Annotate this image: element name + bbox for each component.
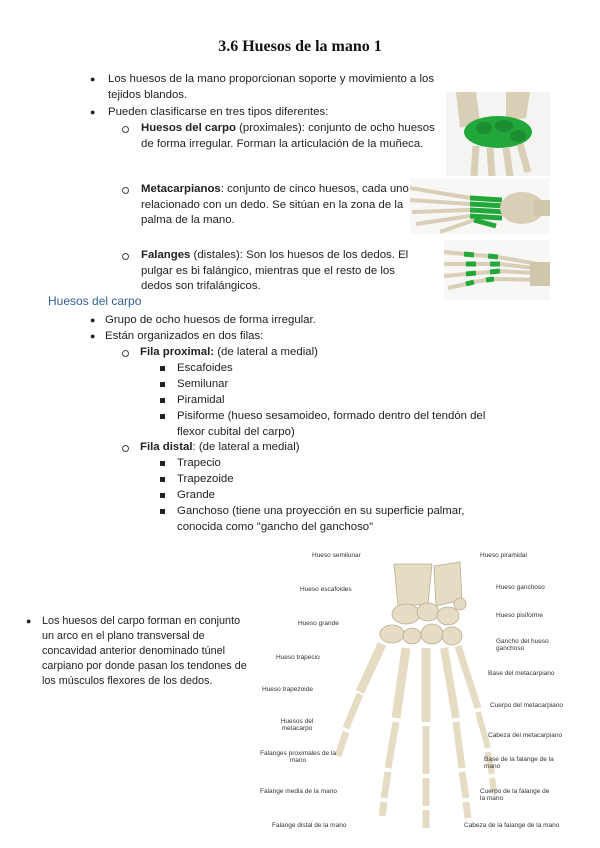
label-piramidal: Hueso piramidal xyxy=(480,552,527,559)
bone-item: Ganchoso (tiene una proyección en su superficie palmar, conocida como "gancho del ganchoso" xyxy=(177,505,465,533)
label-ganchoso: Hueso ganchoso xyxy=(496,584,545,591)
type-desc: : conjunto de cinco huesos, cada uno relacionado con un dedo. Se sitúan en la zona de la palma de la mano. xyxy=(141,183,409,227)
bone-item: Semilunar xyxy=(177,378,229,390)
label-falanges-proximales: Falanges proximales de la mano xyxy=(260,750,336,764)
section-heading: Huesos del carpo xyxy=(48,294,142,308)
bone-item: Trapezoide xyxy=(177,473,234,485)
bone-item: Trapecio xyxy=(177,457,221,469)
label-cabeza-falange: Cabeza de la falange de la mano xyxy=(464,822,560,829)
label-falange-distal: Falange distal de la mano xyxy=(272,822,347,829)
circle-bullet xyxy=(122,126,129,133)
square-bullet xyxy=(160,509,165,514)
bullet-dot: ● xyxy=(90,107,96,117)
label-gancho: Gancho del hueso ganchoso xyxy=(496,638,549,652)
bone-item: Pisiforme (hueso sesamoideo, formado dentro del tendón del flexor cubital del carpo) xyxy=(177,410,486,438)
square-bullet xyxy=(160,414,165,419)
type-name: Falanges xyxy=(141,249,191,261)
proximal-label: Fila proximal: xyxy=(140,346,215,358)
type-name: Huesos del carpo xyxy=(141,122,236,134)
label-cabeza-metacarpiano: Cabeza del metacarpiano xyxy=(488,732,563,739)
circle-bullet xyxy=(122,350,129,357)
label-metacarpo: Huesos del metacarpo xyxy=(280,718,314,732)
label-cuerpo-falange: Cuerpo de la falange de la mano xyxy=(480,788,550,802)
carpal-illustration xyxy=(446,92,550,176)
hand-bones-diagram xyxy=(256,542,594,842)
square-bullet xyxy=(160,461,165,466)
bullet-dot: ● xyxy=(90,315,96,325)
bullet-dot: ● xyxy=(90,74,96,84)
label-cuerpo-metacarpiano: Cuerpo del metacarpiano xyxy=(490,702,563,709)
carpo-point: Están organizados en dos filas: xyxy=(105,330,264,342)
bone-item: Escafoides xyxy=(177,362,233,374)
carpo-point: Grupo de ocho huesos de forma irregular. xyxy=(105,314,316,326)
label-trapecio: Hueso trapecio xyxy=(276,654,320,661)
square-bullet xyxy=(160,398,165,403)
circle-bullet xyxy=(122,187,129,194)
bone-item: Grande xyxy=(177,489,215,501)
type-desc: (proximales): conjunto de ocho huesos de forma irregular. Forman la articulación de la muñeca. xyxy=(141,122,435,150)
label-semilunar: Hueso semilunar xyxy=(312,552,361,559)
bullet-dot: ● xyxy=(26,616,32,626)
distal-note: : (de lateral a medial) xyxy=(192,441,300,453)
proximal-note: (de lateral a medial) xyxy=(214,346,318,358)
type-desc: (distales): Son los huesos de los dedos. El pulgar es bi falángico, mientras que el resto de los dedos son trifalángicos. xyxy=(141,249,409,293)
metacarpal-illustration xyxy=(410,178,550,234)
square-bullet xyxy=(160,493,165,498)
label-trapezoide: Hueso trapezoide xyxy=(262,686,313,693)
bone-item: Piramidal xyxy=(177,394,225,406)
type-name: Metacarpianos xyxy=(141,183,221,195)
square-bullet xyxy=(160,477,165,482)
label-grande: Hueso grande xyxy=(298,620,339,627)
circle-bullet xyxy=(122,445,129,452)
square-bullet xyxy=(160,366,165,371)
label-base-metacarpiano: Base del metacarpiano xyxy=(488,670,555,677)
circle-bullet xyxy=(122,253,129,260)
phalanges-illustration xyxy=(444,240,550,300)
label-falange-media: Falange media de la mano xyxy=(260,788,337,795)
label-base-falange: Base de la falange de la mano xyxy=(484,756,554,770)
label-escafoides: Hueso escafoides xyxy=(300,586,352,593)
page-title: 3.6 Huesos de la mano 1 xyxy=(218,38,382,55)
intro-item: Los huesos de la mano proporcionan soporte y movimiento a los tejidos blandos. xyxy=(108,73,435,101)
intro-item: Pueden clasificarse en tres tipos diferentes: xyxy=(108,106,329,118)
bullet-dot: ● xyxy=(90,331,96,341)
square-bullet xyxy=(160,382,165,387)
arch-note-text: Los huesos del carpo forman en conjunto un arco en el plano transversal de concavidad anterior denominado túnel carpiano por donde pasan los tendones de los músculos flexores de los dedos. xyxy=(42,615,247,687)
distal-label: Fila distal xyxy=(140,441,193,453)
label-pisiforme: Hueso pisiforme xyxy=(496,612,543,619)
